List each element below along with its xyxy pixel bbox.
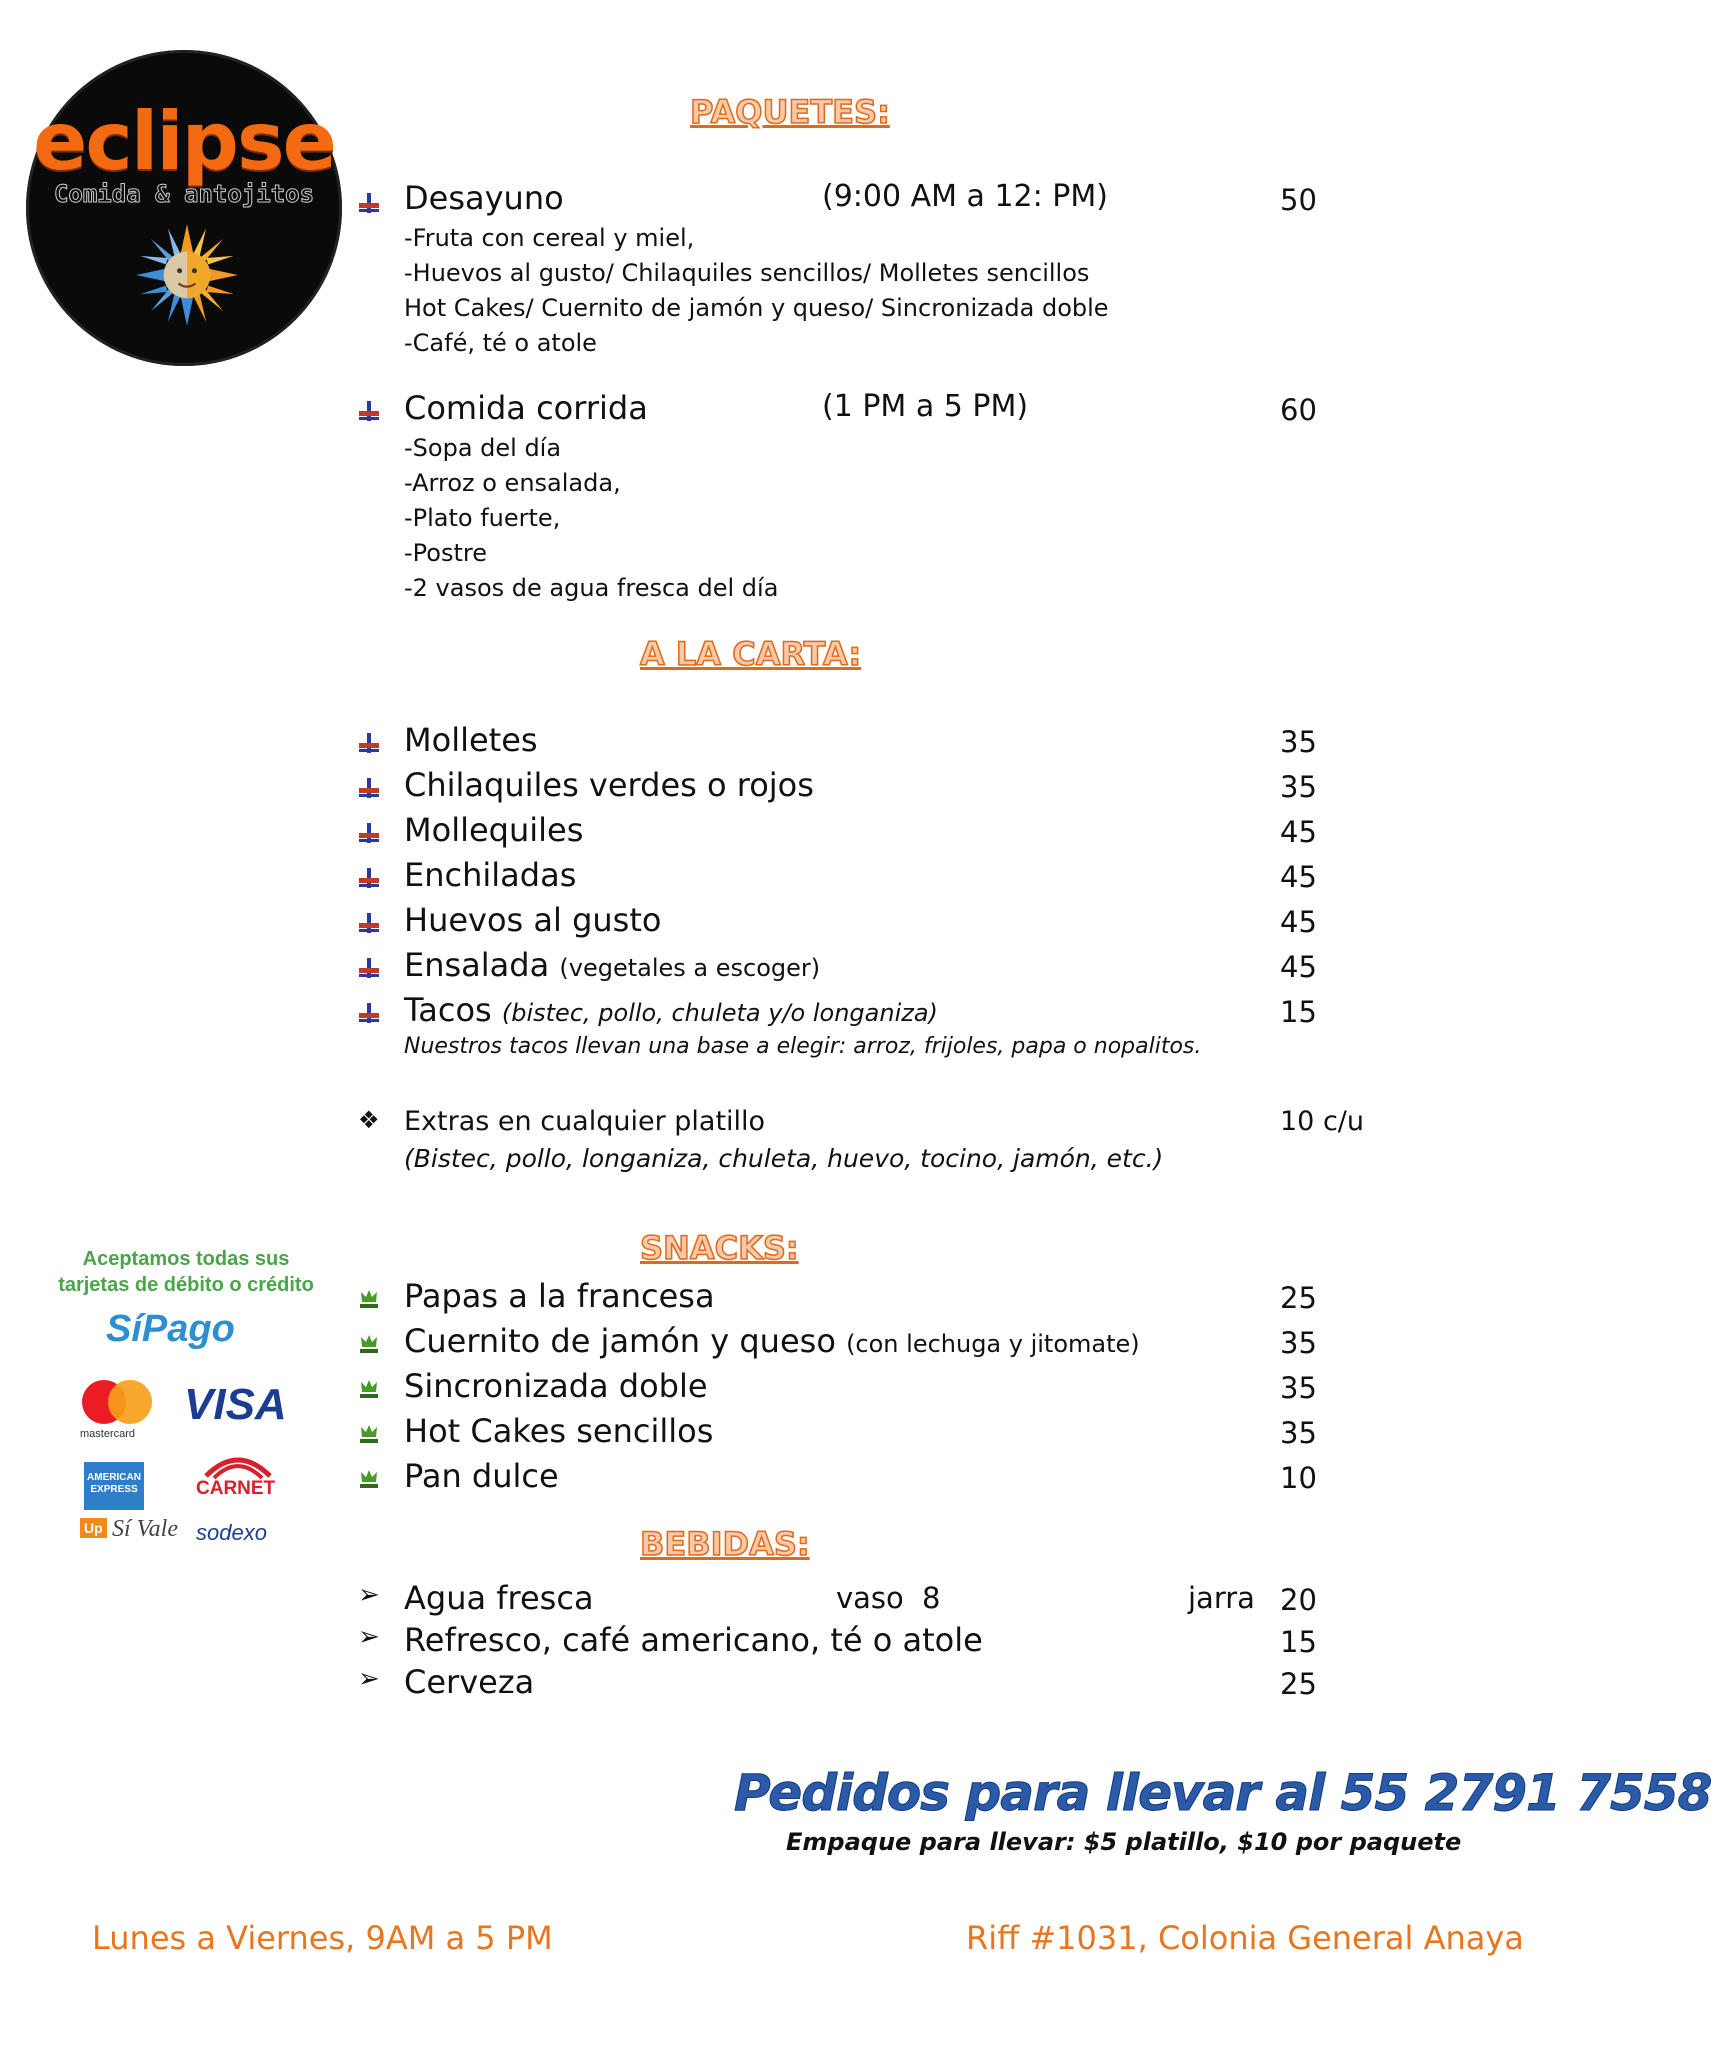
- paquete-comida-line: -Sopa del día: [404, 434, 562, 462]
- bebida-agua-vaso-price: 8: [922, 1581, 941, 1615]
- green-bullet-icon: [358, 1333, 380, 1355]
- green-bullet-icon: [358, 1288, 380, 1310]
- paquete-desayuno-line: -Fruta con cereal y miel,: [404, 224, 695, 252]
- carta-item-label: Enchiladas: [404, 856, 577, 894]
- carnet-logo: CARNET: [196, 1478, 276, 1499]
- bebida-refresco-price: 15: [1280, 1625, 1317, 1659]
- plus-bullet-icon: [358, 912, 380, 934]
- paquete-comida-line: -Plato fuerte,: [404, 504, 561, 532]
- arrow-bullet-icon: ➢: [358, 1580, 380, 1610]
- carta-item-note: (vegetales a escoger): [559, 954, 821, 982]
- snack-item-price: 25: [1280, 1281, 1317, 1315]
- sun-moon-icon: [134, 222, 240, 328]
- tacos-note: Nuestros tacos llevan una base a elegir: arroz, frijoles, papa o nopalitos.: [404, 1034, 1202, 1059]
- snack-item-name: [404, 1457, 559, 1495]
- green-bullet-icon: [358, 1468, 380, 1490]
- snack-item-note: (con lechuga y jitomate): [846, 1330, 1140, 1358]
- plus-bullet-icon: [358, 400, 380, 422]
- snack-item-price: 10: [1280, 1461, 1317, 1495]
- paquete-comida-line: -Arroz o ensalada,: [404, 469, 621, 497]
- payment-text: [36, 1246, 336, 1298]
- paquete-comida-name: Comida corrida: [404, 389, 648, 427]
- snack-item-label: Cuernito de jamón y queso: [404, 1322, 836, 1360]
- logo-name: eclipse: [33, 95, 335, 188]
- carta-item-name: [404, 811, 584, 849]
- plus-bullet-icon: [358, 777, 380, 799]
- footer-hours: Lunes a Viernes, 9AM a 5 PM: [92, 1919, 553, 1957]
- amex-logo: AMERICAN EXPRESS: [84, 1462, 144, 1510]
- paquete-comida-line: -Postre: [404, 539, 487, 567]
- carta-item-price: 45: [1280, 860, 1317, 894]
- paquete-comida-time: (1 PM a 5 PM): [822, 389, 1029, 424]
- carta-item-name: [404, 721, 538, 759]
- snack-item-price: 35: [1280, 1371, 1317, 1405]
- carta-item-name: [404, 946, 821, 984]
- section-paquetes-title: PAQUETES:: [690, 93, 890, 131]
- sodexo-logo: sodexo: [196, 1520, 267, 1545]
- snack-item-name: [404, 1412, 714, 1450]
- paquete-desayuno-line: -Café, té o atole: [404, 329, 597, 357]
- bebida-agua-price: 20: [1280, 1583, 1317, 1617]
- payment-text-line2: tarjetas de débito o crédito: [58, 1274, 314, 1296]
- order-packaging: Empaque para llevar: $5 platillo, $10 por paquete: [786, 1828, 1462, 1856]
- plus-bullet-icon: [358, 957, 380, 979]
- extras-note: (Bistec, pollo, longaniza, chuleta, huevo, tocino, jamón, etc.): [404, 1144, 1164, 1173]
- carta-item-label: Mollequiles: [404, 811, 584, 849]
- logo: [26, 50, 342, 366]
- snack-item-label: Sincronizada doble: [404, 1367, 708, 1405]
- sivale-logo: Sí Vale: [112, 1516, 178, 1542]
- footer-address: Riff #1031, Colonia General Anaya: [966, 1919, 1524, 1957]
- snack-item-label: Pan dulce: [404, 1457, 559, 1495]
- plus-bullet-icon: [358, 822, 380, 844]
- order-phone: Pedidos para llevar al 55 2791 7558: [734, 1764, 1711, 1822]
- payment-text-line1: Aceptamos todas sus: [82, 1248, 290, 1270]
- arrow-bullet-icon: ➢: [358, 1664, 380, 1694]
- paquete-desayuno-price: 50: [1280, 183, 1317, 217]
- bebida-agua-jarra-label: jarra: [1188, 1581, 1255, 1615]
- paquete-comida-price: 60: [1280, 393, 1317, 427]
- plus-bullet-icon: [358, 732, 380, 754]
- bebida-cerveza-price: 25: [1280, 1667, 1317, 1701]
- arrow-bullet-icon: ➢: [358, 1622, 380, 1652]
- section-bebidas-title: BEBIDAS:: [640, 1525, 810, 1563]
- visa-logo: VISA: [184, 1380, 287, 1429]
- plus-bullet-icon: [358, 192, 380, 214]
- snack-item-name: [404, 1367, 708, 1405]
- carta-item-price: 35: [1280, 725, 1317, 759]
- green-bullet-icon: [358, 1378, 380, 1400]
- snack-item-label: Hot Cakes sencillos: [404, 1412, 714, 1450]
- extras-name: Extras en cualquier platillo: [404, 1106, 766, 1137]
- paquete-desayuno-time: (9:00 AM a 12: PM): [822, 179, 1108, 214]
- paquete-desayuno-line: -Huevos al gusto/ Chilaquiles sencillos/ Molletes sencillos: [404, 259, 1090, 287]
- snack-item-price: 35: [1280, 1416, 1317, 1450]
- section-carta-title: A LA CARTA:: [640, 635, 862, 673]
- bebida-refresco-name: Refresco, café americano, té o atole: [404, 1621, 983, 1659]
- section-snacks-title: SNACKS:: [640, 1229, 799, 1267]
- green-bullet-icon: [358, 1423, 380, 1445]
- carta-item-name: [404, 901, 662, 939]
- bebida-agua-vaso-label: vaso: [836, 1581, 904, 1615]
- carta-item-name: [404, 856, 577, 894]
- mastercard-label: mastercard: [80, 1428, 136, 1440]
- carta-item-price: 35: [1280, 770, 1317, 804]
- paquete-desayuno-name: Desayuno: [404, 179, 564, 217]
- bebida-agua-name: Agua fresca: [404, 1579, 594, 1617]
- carta-item-name: [404, 991, 938, 1029]
- logo-tagline: Comida & antojitos: [53, 180, 315, 208]
- carnet-arc-icon: [200, 1450, 276, 1480]
- up-logo: Up: [80, 1518, 107, 1538]
- carta-item-price: 45: [1280, 905, 1317, 939]
- snack-item-price: 35: [1280, 1326, 1317, 1360]
- paquete-comida-line: -2 vasos de agua fresca del día: [404, 574, 779, 602]
- carta-item-label: Molletes: [404, 721, 538, 759]
- carta-item-label: Huevos al gusto: [404, 901, 662, 939]
- plus-bullet-icon: [358, 1002, 380, 1024]
- snack-item-label: Papas a la francesa: [404, 1277, 715, 1315]
- sipago-logo: SíPago: [106, 1308, 235, 1350]
- carta-item-price: 15: [1280, 995, 1317, 1029]
- carta-item-name: [404, 766, 814, 804]
- bebida-cerveza-name: Cerveza: [404, 1663, 535, 1701]
- carta-item-label: Tacos: [404, 991, 492, 1029]
- diamond-bullet-icon: ❖: [358, 1106, 380, 1134]
- carta-item-price: 45: [1280, 950, 1317, 984]
- snack-item-name: [404, 1322, 1140, 1360]
- extras-price: 10 c/u: [1280, 1106, 1364, 1137]
- carta-item-label: Ensalada: [404, 946, 550, 984]
- carta-item-price: 45: [1280, 815, 1317, 849]
- carta-item-label: Chilaquiles verdes o rojos: [404, 766, 814, 804]
- carta-item-note: (bistec, pollo, chuleta y/o longaniza): [501, 999, 938, 1027]
- paquete-desayuno-line: Hot Cakes/ Cuernito de jamón y queso/ Sincronizada doble: [404, 294, 1109, 322]
- plus-bullet-icon: [358, 867, 380, 889]
- snack-item-name: [404, 1277, 715, 1315]
